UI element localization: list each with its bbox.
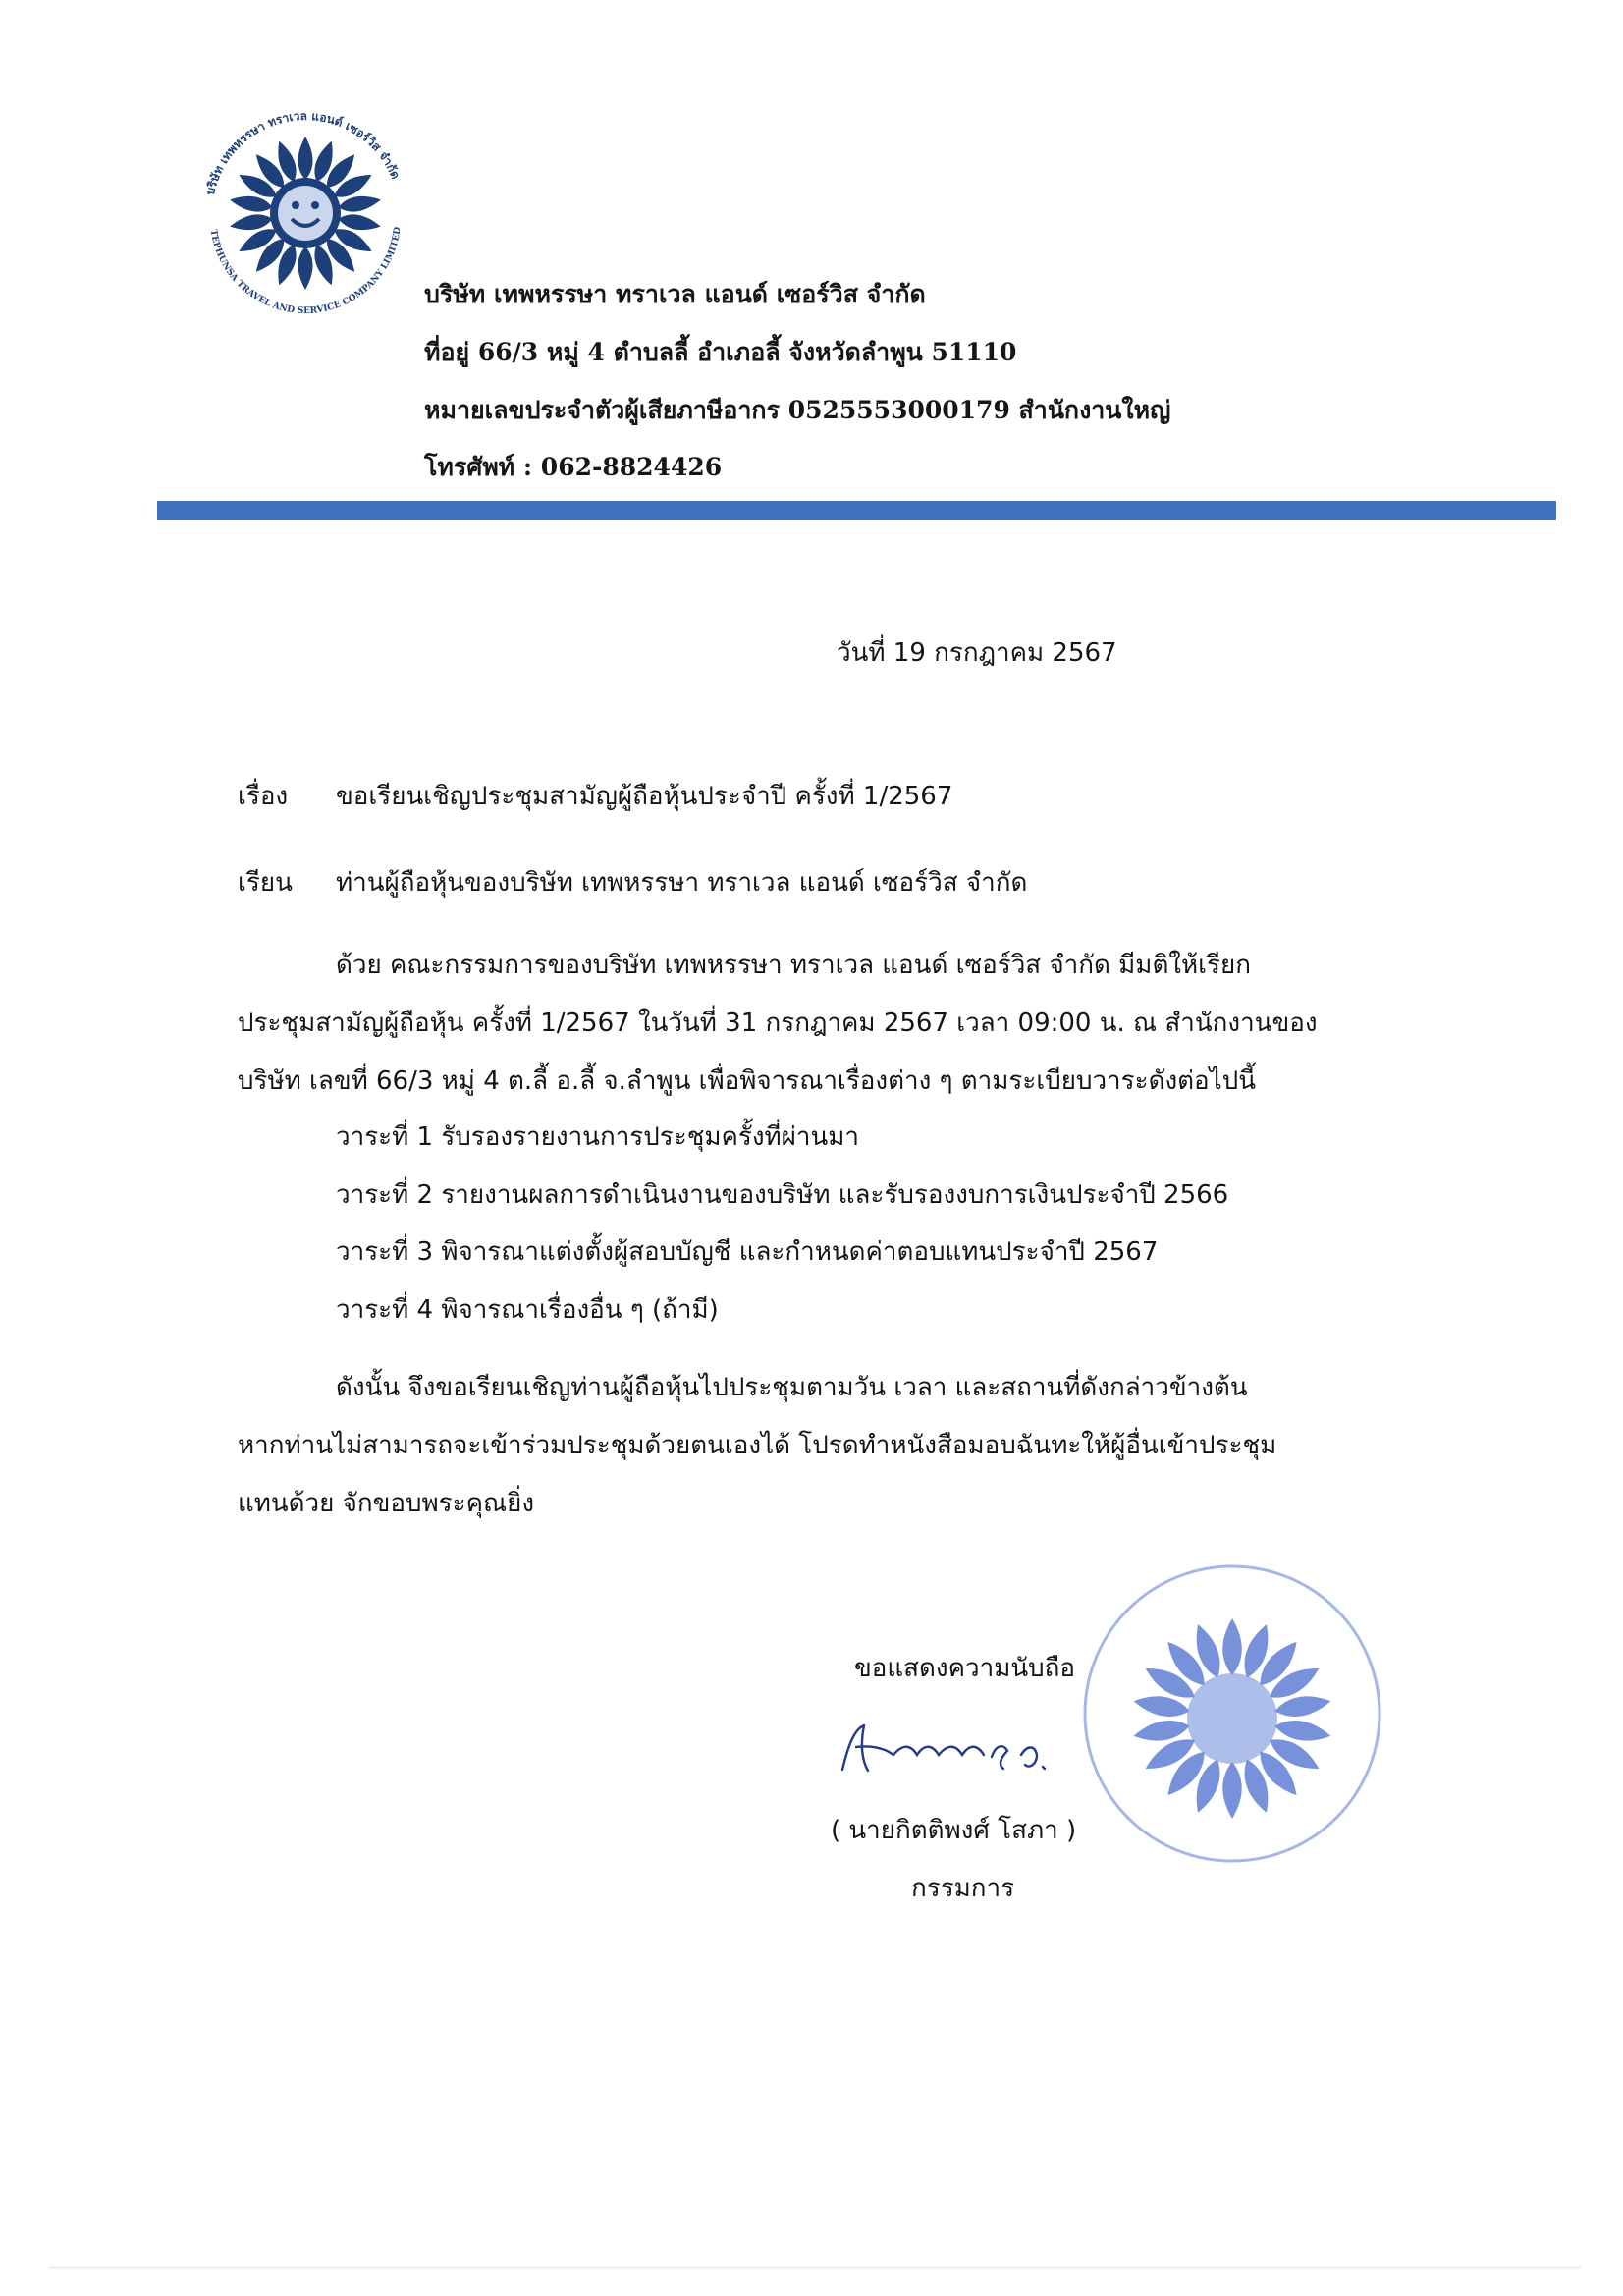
- company-name: บริษัท เทพหรรษา ทราเวล แอนด์ เซอร์วิส จำกัด: [424, 280, 926, 308]
- agenda-item-2: วาระที่ 2 รายงานผลการดำเนินงานของบริษัท และรับรองงบการเงินประจำปี 2566: [336, 1180, 1229, 1210]
- signer-title: กรรมการ: [911, 1874, 1015, 1903]
- recipient-label: เรียน: [238, 868, 293, 898]
- paragraph-line: หากท่านไม่สามารถจะเข้าร่วมประชุมด้วยตนเองได้ โปรดทำหนังสือมอบฉันทะให้ผู้อื่นเข้าประชุม: [238, 1431, 1277, 1460]
- recipient-text: ท่านผู้ถือหุ้นของบริษัท เทพหรรษา ทราเวล แอนด์ เซอร์วิส จำกัด: [336, 868, 1028, 898]
- logo-ring-text-bottom: TEPHUNSA TRAVEL AND SERVICE COMPANY LIMITED: [207, 226, 404, 317]
- letter-date: วันที่ 19 กรกฎาคม 2567: [837, 638, 1117, 668]
- signer-name: ( นายกิตติพงศ์ โสภา ): [831, 1816, 1077, 1845]
- logo-ring-text-top: บริษัท เทพหรรษา ทราเวล แอนด์ เซอร์วิส จำกัด: [202, 108, 403, 196]
- agenda-item-3: วาระที่ 3 พิจารณาแต่งตั้งผู้สอบบัญชี และกำหนดค่าตอบแทนประจำปี 2567: [336, 1237, 1159, 1267]
- company-stamp: [1070, 1552, 1394, 1876]
- subject-label: เรื่อง: [238, 782, 289, 811]
- agenda-item-4: วาระที่ 4 พิจารณาเรื่องอื่น ๆ (ถ้ามี): [336, 1295, 719, 1325]
- paragraph-line: ด้วย คณะกรรมการของบริษัท เทพหรรษา ทราเวล แอนด์ เซอร์วิส จำกัด มีมติให้เรียก: [336, 951, 1251, 980]
- closing-salutation: ขอแสดงความนับถือ: [854, 1654, 1075, 1683]
- paragraph-line: ดังนั้น จึงขอเรียนเชิญท่านผู้ถือหุ้นไปประชุมตามวัน เวลา และสถานที่ดังกล่าวข้างต้น: [336, 1373, 1248, 1402]
- letterhead-divider: [157, 501, 1556, 520]
- paragraph-line: แทนด้วย จักขอบพระคุณยิ่ง: [238, 1489, 535, 1518]
- page-bottom-edge: [49, 2267, 1581, 2268]
- subject-text: ขอเรียนเชิญประชุมสามัญผู้ถือหุ้นประจำปี ครั้งที่ 1/2567: [336, 782, 953, 811]
- handwritten-signature: [835, 1716, 1060, 1784]
- company-tax-id: หมายเลขประจำตัวผู้เสียภาษีอากร 0525553000179 สำนักงานใหญ่: [424, 396, 1171, 424]
- company-phone: โทรศัพท์ : 062-8824426: [424, 453, 723, 481]
- company-logo: [183, 90, 428, 336]
- paragraph-line: บริษัท เลขที่ 66/3 หมู่ 4 ต.ลี้ อ.ลี้ จ.ลำพูน เพื่อพิจารณาเรื่องต่าง ๆ ตามระเบียบวาระดังต่อไปนี้: [238, 1066, 1257, 1096]
- agenda-item-1: วาระที่ 1 รับรองรายงานการประชุมครั้งที่ผ่านมา: [336, 1122, 860, 1152]
- company-address: ที่อยู่ 66/3 หมู่ 4 ตำบลลี้ อำเภอลี้ จังหวัดลำพูน 51110: [424, 338, 1017, 366]
- paragraph-line: ประชุมสามัญผู้ถือหุ้น ครั้งที่ 1/2567 ในวันที่ 31 กรกฎาคม 2567 เวลา 09:00 น. ณ สำนักงานของ: [238, 1009, 1318, 1038]
